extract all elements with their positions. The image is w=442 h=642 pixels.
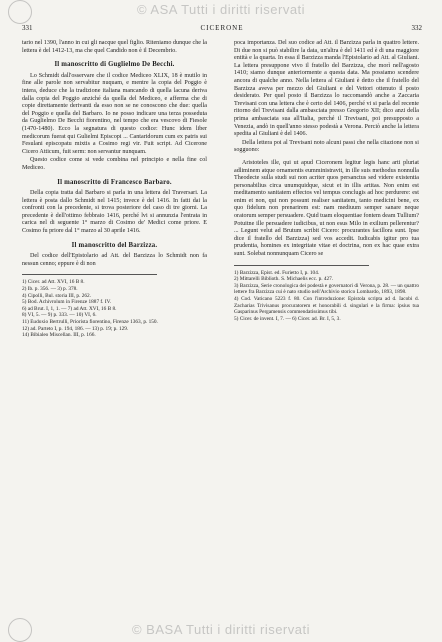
watermark-top: © ASA Tutti i diritti riservati bbox=[136, 2, 306, 17]
right-paragraph-2: Della lettera poi al Trevisani noto alcuni passi che nella citazione non si sogguono: bbox=[234, 139, 419, 154]
footnote: 11) Eudoxio Bertrulli, Priorista fiorentino, Firenze 1363, p. 150. bbox=[22, 319, 158, 325]
left-paragraph-4: Del codice dell'Epistolario ad Att. del Barzizza lo Schmidt non fa nessun cenno; eppure è di non bbox=[22, 253, 207, 267]
heading-de-becchi: Il manoscritto di Guglielmo De Becchi. bbox=[54, 61, 175, 69]
heading-barbaro: Il manoscritto di Francesco Barbaro. bbox=[57, 178, 172, 186]
footnote: 12) ad. Parteto I, p. 194, 186. — 13) p. 19; p. 129. bbox=[22, 325, 129, 332]
left-paragraph-2: Questo codice come si vede combina nel principio e nella fine col Mediceo. bbox=[22, 157, 207, 171]
heading-barzizza: Il manoscritto del Barzizza. bbox=[71, 241, 158, 249]
left-column bbox=[22, 40, 207, 339]
left-paragraph-3: Della copia tratta dal Barbaro si parla in una lettera del Traversari. La lettera è posta dallo Schmidt nel 1415; invece è del 1416. In fatti dai la confronti con la precedente, si trova posteriore del caso di tre giorni. La precedente è dell'ottimo febbraio 1416, perché lvi si annunzia l'entrata in carica nel di seguente 1° marzo di Cosimo de' Medici come priore. E Cosimo fu priore dal 1° marzo al 30 aprile 1416. bbox=[22, 190, 207, 235]
left-paragraph-1: Lo Schmidt dall'osservare che il codice Mediceo XLIX, 18 è mutilo in fine alle parole non servabitur nuquam, e mentre la copia del Poggio è intera, deduce che la tradizione italiana mancando di quella lacuna deriva dalla copia del Poggio anziché da quella del Mediceo, e afferma che di copie direttamente derivanti da esso non se ne conoscono che due: quella del Poggio e quella del Barbaro. Io ne posso indicare una terza posseduta da Guglielmo De Becchi fiorentino, nel tempo che era vescovo di Fiesole (1470-1480). Ecco la segnatura di questo codice: Hunc idem liber medicorum fuerat qui Gulielmi Episcopi ... Cantaridorum cum ex patris sui Fesulani episcopatu mixtis a Cosimo regi vir. Fuit script. Ad Cicerone Cicero Atticum, fuit serm: non servantur nunquam. bbox=[22, 72, 207, 155]
page-number-left: 331 bbox=[22, 24, 33, 32]
running-head bbox=[22, 24, 422, 36]
footnote: 14) Bibialeo Miscellan. III, p. 166. bbox=[22, 332, 96, 339]
footnote: 8) VI, 5. — 9) p. 333. — 10) VI, 6. bbox=[22, 312, 97, 319]
footnote: 5) Cicer. de invent. I, 7. — 6) Cicer. ad. Br. I, 5, 3. bbox=[234, 315, 341, 322]
footnote: 4) Cod. Vaticano 5223 f. 80. Con l'introduzione: Epistola scripta ad d. Iacobi d. Zacharias Trivisanus procuratorem et honorabili d. singulari e la firma: ipsius tua Gasparinus Pergamensis commendatissimus tibi. bbox=[234, 296, 419, 316]
footnote: 3) Barzizza, Serie cronologica dei podestà e governatori di Verona, p. 28. — un quattro lettere fra Barzizza cui è nato studio nell'Archivio storico Lombardo, 1893, 1898. bbox=[234, 282, 419, 296]
right-column bbox=[234, 40, 419, 322]
right-footnotes bbox=[234, 270, 419, 323]
footnote-rule bbox=[22, 274, 157, 275]
running-title: CICERONE bbox=[200, 24, 244, 32]
right-paragraph-1: poca importanza. Del suo codice ad Att. il Barzizza parla in quattro lettere. Di due non si può stabilire la data, un'altra è del 1411 ed è di una maggiore entità e la quarta. In essa il Barzizza manda l'Epistolario ad Att. al Giuliani. La lettera presuppone vivo il fratello del Barzizza, che morì nell'agosto 1410; siamo dunque anteriormente a questa data. Ma possiamo scendere ancora di qualche anno. Nella lettera al Giuliani è detto che il fratello del Barzizza aveva per mezzo del Giuliani e del Vettori ottenuto il posto desiderato. Per quel posto il Barzizza lo raccomandò anche a Zaccaria Trevisani con una lettera che è certo del 1406, perché vi si parla del recente ritorno del Trevisani dalla ambasciata presso Gregorio XII; dico anzi della prima ambasciata sua all'Italia, perché il Trevisani, poi presupposto a Venezia, andò in quell'anno stesso podestà a Verona. Perciò anche la lettera spedita al Giuliani è del 1406. bbox=[234, 40, 419, 138]
left-footnotes bbox=[22, 279, 207, 338]
watermark-bottom: © BASA Tutti i diritti riservati bbox=[131, 622, 310, 637]
page-number-right: 332 bbox=[411, 24, 422, 32]
footnote-rule bbox=[234, 265, 369, 266]
footnote: 6) ad Brut. I, 1, 1. — 7) ad Att. XVI, 16 B 8. bbox=[22, 305, 117, 312]
footnote: 2) Mittarelli Biblioth. S. Michaelis ecc. p. 427. bbox=[234, 276, 334, 283]
left-intro-paragraph: tario nel 1390, l'anno in cui gli nacque quel figlio. Riteniamo dunque che la lettera è del 1412-13, ma che quel Candido non è il Decembrio. bbox=[22, 40, 207, 54]
footnote: 1) Barzizza, Epist. ed. Furietto I, p. 104. bbox=[234, 269, 320, 276]
footnote: 5) Bod. Achivrolum in Firenze 1887 f. IV. bbox=[22, 299, 112, 306]
footnote: 2) Ib. p. 356. — 3) p. 378. bbox=[22, 286, 78, 293]
footnote: 1) Cicer. ad Att. XVI, 16 B 8. bbox=[22, 279, 85, 286]
footnote: 4) Cipolli, Bul. storia III, p. 262. bbox=[22, 292, 92, 299]
right-quotation: Aristoteles ille, qui ut apud Ciceronem legitur legis hanc arti pluriat adliminem atque ornamentis eumministravit, in ille suis methodus nonnulla Theodecte sulla studi sui non acriter quos persanctus sed videre existentia personabilius circa unumquidque, sicut et in illis artitas. Non enim est meditamento sanitatem effectos vel tempus conclugis ad hoc perdurere: est enim et non, qui non possunt realiser sanitatem, tanto medicini bene, ex quo fidelum non prenarirem est: nam mediuum semper sanare neque oratorum semper persuadere. Quid tuam eloquentiae fontem deam Tullium? Potuitne ille persuadere iudicibus, ut non esus Milo in exilium pellerentur? ... Legunt velut ad Brutum scribit Cicero: procurantes facillora sunt. Ipse dice il fratello del Barzizza) sed vos accedit. Iudicabis igitur pro tua prudentia, homines ex integritate vitae et doctrina, non ex hac quae extra sunt. Solebat nonnunquam Cicero se bbox=[234, 159, 419, 258]
